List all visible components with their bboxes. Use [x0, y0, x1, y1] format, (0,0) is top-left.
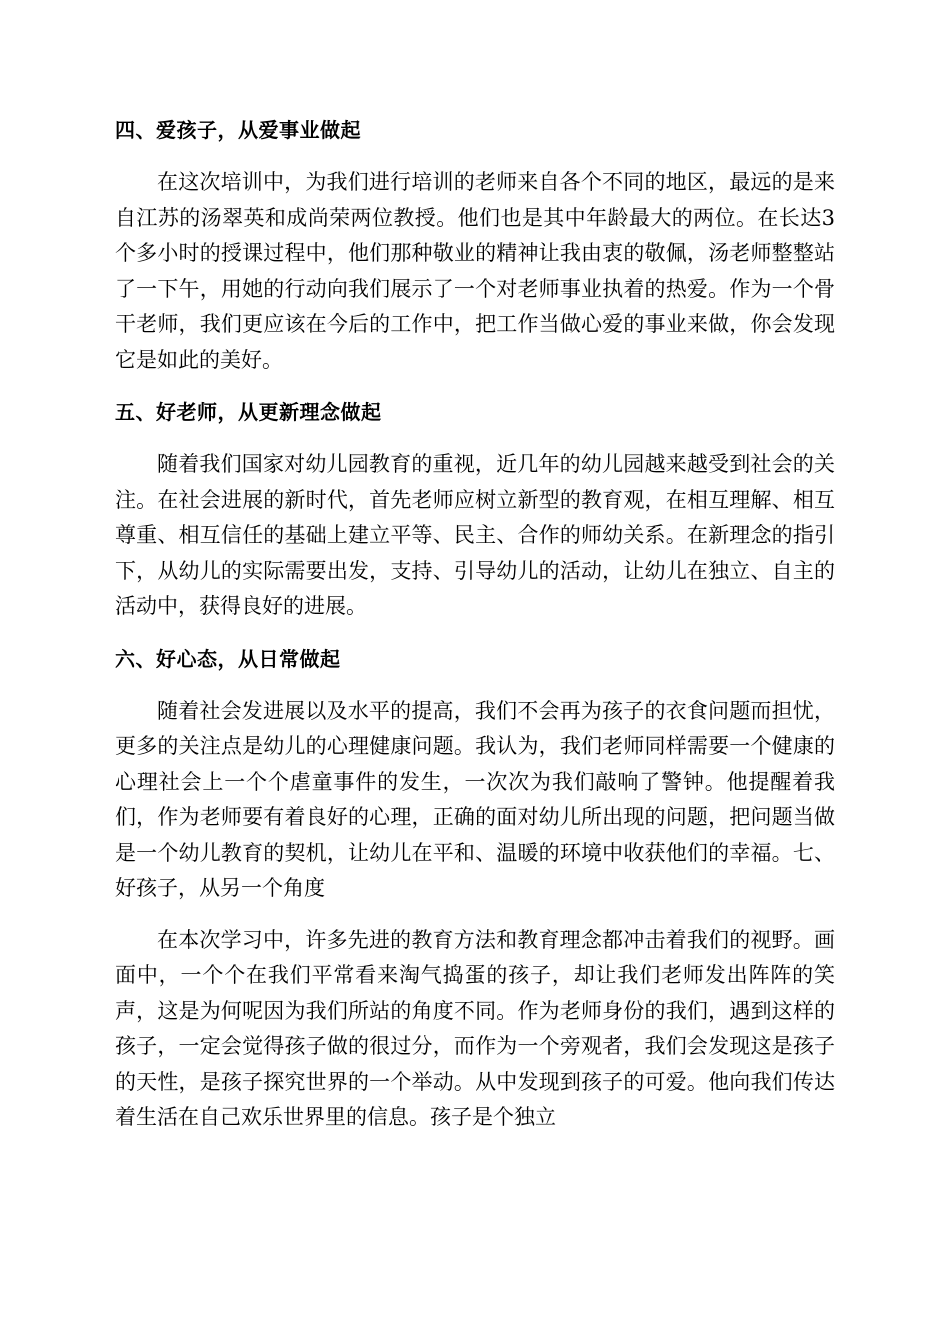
- section-heading-5: 五、好老师，从更新理念做起: [115, 400, 382, 424]
- section-paragraph-4: 在这次培训中，为我们进行培训的老师来自各个不同的地区，最远的是来自江苏的汤翠英和成尚荣两位教授。他们也是其中年龄最大的两位。在长达3个多小时的授课过程中，他们那种敬业的精神让我由衷的敬佩，汤老师整整站了一下午，用她的行动向我们展示了一个对老师事业执着的热爱。作为一个骨干老师，我们更应该在今后的工作中，把工作当做心爱的事业来做，你会发现它是如此的美好。: [115, 170, 835, 372]
- section-heading-4: 四、爱孩子，从爱事业做起: [115, 118, 361, 142]
- section-paragraph-5: 随着我们国家对幼儿园教育的重视，近几年的幼儿园越来越受到社会的关注。在社会进展的新时代，首先老师应树立新型的教育观，在相互理解、相互尊重、相互信任的基础上建立平等、民主、合作的师幼关系。在新理念的指引下，从幼儿的实际需要出发，支持、引导幼儿的活动，让幼儿在独立、自主的活动中，获得良好的进展。: [115, 452, 835, 618]
- section-heading-6: 六、好心态，从日常做起: [115, 646, 341, 671]
- document-body: [115, 112, 835, 1152]
- final-paragraph: 在本次学习中，许多先进的教育方法和教育理念都冲击着我们的视野。画面中，一个个在我们平常看来淘气捣蛋的孩子，却让我们老师发出阵阵的笑声，这是为何呢因为我们所站的角度不同。作为老师身份的我们，遇到这样的孩子，一定会觉得孩子做的很过分，而作为一个旁观者，我们会发现这是孩子的天性，是孩子探究世界的一个举动。从中发现到孩子的可爱。他向我们传达着生活在自己欢乐世界里的信息。孩子是个独立: [115, 927, 835, 1129]
- section-paragraph-6: 随着社会发进展以及水平的提高，我们不会再为孩子的衣食问题而担忧，更多的关注点是幼儿的心理健康问题。我认为，我们老师同样需要一个健康的心理社会上一个个虐童事件的发生，一次次为我们敲响了警钟。他提醒着我们，作为老师要有着良好的心理，正确的面对幼儿所出现的问题，把问题当做是一个幼儿教育的契机，让幼儿在平和、温暖的环境中收获他们的幸福。七、好孩子，从另一个角度: [115, 698, 835, 900]
